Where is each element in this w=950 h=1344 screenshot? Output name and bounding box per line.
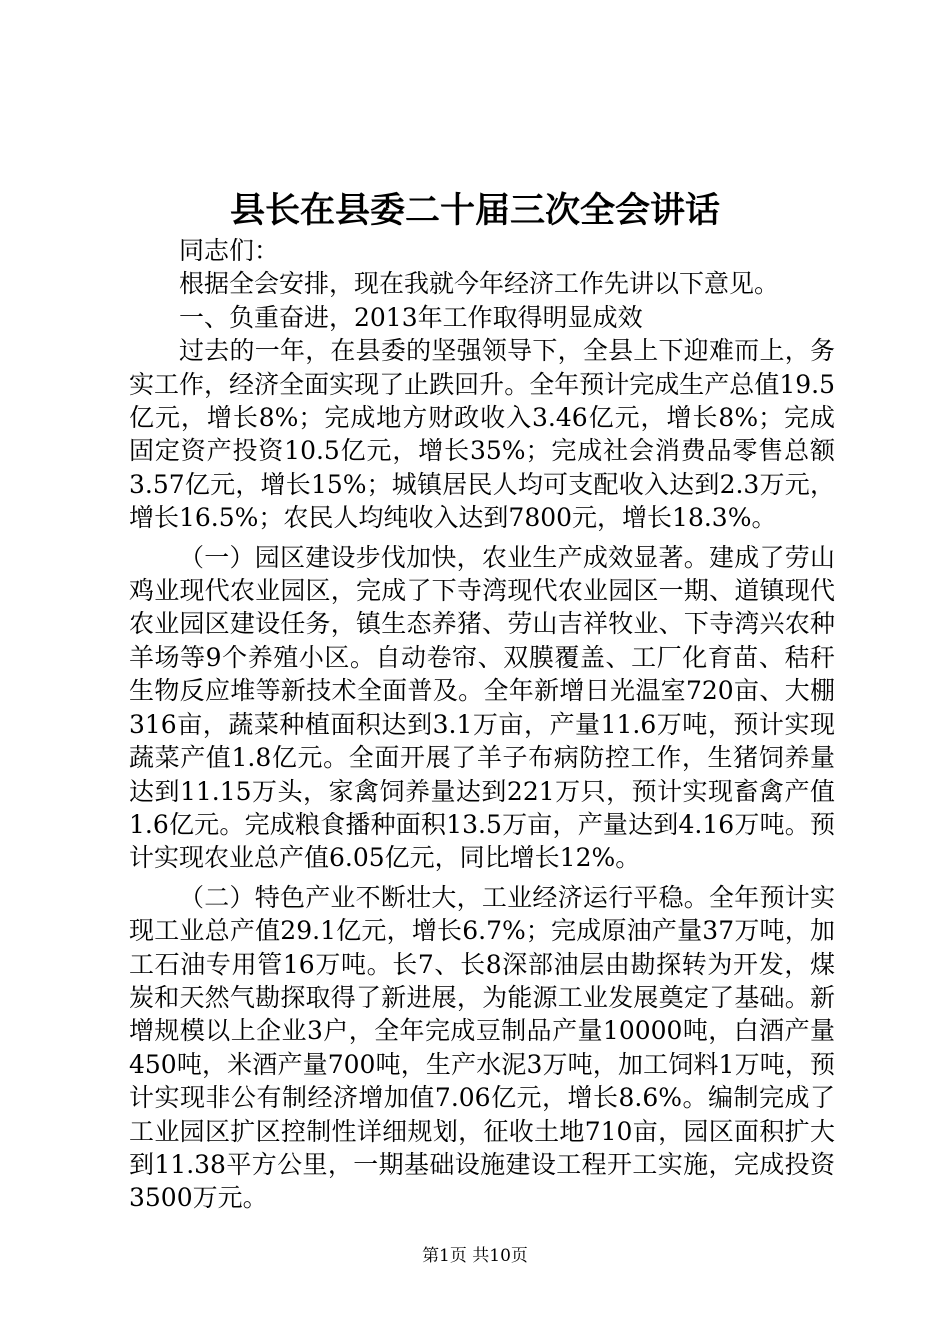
paragraph-overview: 过去的一年，在县委的坚强领导下，全县上下迎难而上，务实工作，经济全面实现了止跌回升。全年预计完成生产总值19.5亿元，增长8%；完成地方财政收入3.46亿元，增长8%；完成固定资产投资10.5亿元，增长35%；完成社会消费品零售总额3.57亿元，增长15%；城镇居民人均可支配收入达到2.3万元，增长16.5%；农民人均纯收入达到7800元，增长18.3%。 [129, 336, 835, 533]
document-body [129, 234, 835, 1215]
paragraph-industry: （二）特色产业不断壮大，工业经济运行平稳。全年预计实现工业总产值29.1亿元，增长6.7%；完成原油产量37万吨，加工石油专用管16万吨。长7、长8深部油层由勘探转为开发，煤炭和天然气勘探取得了新进展，为能源工业发展奠定了基础。新增规模以上企业3户，全年完成豆制品产量10000吨，白酒产量450吨，米酒产量700吨，生产水泥3万吨，加工饲料1万吨，预计实现非公有制经济增加值7.06亿元，增长8.6%。编制完成了工业园区扩区控制性详细规划，征收土地710亩，园区面积扩大到11.38平方公里，一期基础设施建设工程开工实施，完成投资3500万元。 [129, 882, 835, 1213]
section-heading: 一、负重奋进，2013年工作取得明显成效 [179, 302, 643, 332]
salutation: 同志们： [179, 236, 280, 265]
paragraph-agriculture: （一）园区建设步伐加快，农业生产成效显著。建成了劳山鸡业现代农业园区，完成了下寺湾现代农业园区一期、道镇现代农业园区建设任务，镇生态养猪、劳山吉祥牧业、下寺湾兴农种羊场等9个养殖小区。自动卷帘、双膜覆盖、工厂化育苗、秸秆生物反应堆等新技术全面普及。全年新增日光温室720亩、大棚316亩，蔬菜种植面积达到3.1万亩，产量11.6万吨，预计实现蔬菜产值1.8亿元。全面开展了羊子布病防控工作，生猪饲养量达到11.15万头，家禽饲养量达到221万只，预计实现畜禽产值1.6亿元。完成粮食播种面积13.5万亩，产量达到4.16万吨。预计实现农业总产值6.05亿元，同比增长12%。 [129, 542, 835, 873]
intro-paragraph: 根据全会安排，现在我就今年经济工作先讲以下意见。 [179, 269, 780, 299]
page-number-footer: 第1页 共10页 [422, 1246, 528, 1266]
document-title: 县长在县委二十届三次全会讲话 [229, 190, 720, 231]
